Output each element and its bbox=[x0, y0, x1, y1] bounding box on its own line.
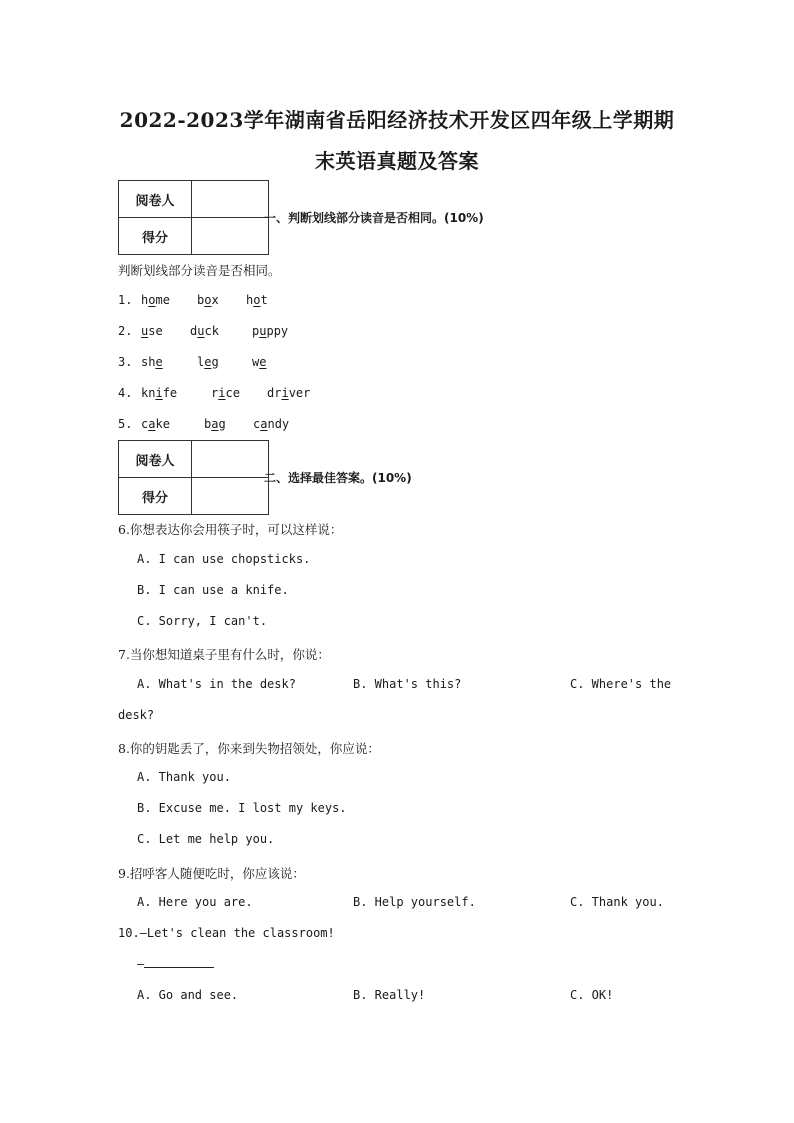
q7-option-c: C. Where's the bbox=[570, 677, 672, 691]
word-part: h bbox=[246, 293, 254, 307]
underlined-letter: o bbox=[148, 293, 156, 307]
word-part: c bbox=[253, 417, 261, 431]
item-word bbox=[252, 355, 266, 369]
section1-heading: 一、判断划线部分读音是否相同。(10%) bbox=[264, 211, 484, 225]
q8-option-b: B. Excuse me. I lost my keys. bbox=[137, 801, 347, 815]
q10-reply-dash: — bbox=[137, 957, 145, 971]
q7-option-b: B. What's this? bbox=[353, 677, 462, 691]
reviewer-cell[interactable] bbox=[192, 181, 269, 218]
underlined-letter: o bbox=[253, 293, 261, 307]
q6-option-a: A. I can use chopsticks. bbox=[137, 552, 311, 566]
underlined-letter: a bbox=[148, 417, 156, 431]
q6-option-b: B. I can use a knife. bbox=[137, 583, 289, 597]
underlined-letter: o bbox=[204, 293, 212, 307]
word-part: sh bbox=[141, 355, 156, 369]
item-word bbox=[141, 293, 170, 307]
word-part: r bbox=[211, 386, 219, 400]
word-part: ppy bbox=[266, 324, 289, 338]
word-part: b bbox=[204, 417, 212, 431]
q9-option-b: B. Help yourself. bbox=[353, 895, 476, 909]
underlined-letter: i bbox=[218, 386, 226, 400]
word-part: h bbox=[141, 293, 149, 307]
q9-option-a: A. Here you are. bbox=[137, 895, 253, 909]
score-box-2 bbox=[118, 440, 269, 515]
q8-stem: 8.你的钥匙丢了，你来到失物招领处，你应说： bbox=[118, 741, 380, 756]
item-number: 1. bbox=[118, 293, 133, 307]
score-label: 得分 bbox=[119, 478, 192, 515]
section2-heading: 二、选择最佳答案。(10%) bbox=[264, 471, 412, 485]
item-number: 2. bbox=[118, 324, 133, 338]
word-part: dr bbox=[267, 386, 282, 400]
underlined-letter: i bbox=[155, 386, 163, 400]
underlined-letter: i bbox=[281, 386, 289, 400]
word-part: l bbox=[197, 355, 205, 369]
score-cell[interactable] bbox=[192, 218, 269, 255]
q10-stem: 10.—Let's clean the classroom! bbox=[118, 926, 335, 940]
underlined-letter: a bbox=[211, 417, 219, 431]
q9-stem: 9.招呼客人随便吃时，你应该说： bbox=[118, 866, 305, 881]
item-word bbox=[197, 293, 219, 307]
word-part: t bbox=[260, 293, 268, 307]
item-word bbox=[141, 355, 163, 369]
item-word bbox=[211, 386, 240, 400]
q10-option-b: B. Really! bbox=[353, 988, 426, 1002]
word-part: fe bbox=[162, 386, 178, 400]
word-part: ck bbox=[204, 324, 219, 338]
q7-option-c-cont: desk? bbox=[118, 708, 155, 722]
word-part: se bbox=[148, 324, 163, 338]
word-part: ce bbox=[225, 386, 240, 400]
q6-stem: 6.你想表达你会用筷子时，可以这样说： bbox=[118, 522, 343, 537]
item-word bbox=[252, 324, 288, 338]
item-word bbox=[141, 324, 163, 338]
score-label: 得分 bbox=[119, 218, 192, 255]
underlined-letter: u bbox=[141, 324, 149, 338]
item-number: 5. bbox=[118, 417, 133, 431]
word-part: w bbox=[252, 355, 260, 369]
word-part: me bbox=[155, 293, 170, 307]
word-part: x bbox=[211, 293, 219, 307]
q10-option-a: A. Go and see. bbox=[137, 988, 239, 1002]
word-part: p bbox=[252, 324, 260, 338]
reviewer-cell[interactable] bbox=[192, 441, 269, 478]
q8-option-c: C. Let me help you. bbox=[137, 832, 275, 846]
q9-option-c: C. Thank you. bbox=[570, 895, 664, 909]
q10-answer-blank[interactable] bbox=[144, 957, 214, 968]
underlined-letter: u bbox=[259, 324, 267, 338]
item-word bbox=[190, 324, 219, 338]
score-cell[interactable] bbox=[192, 478, 269, 515]
word-part: g bbox=[211, 355, 219, 369]
q8-option-a: A. Thank you. bbox=[137, 770, 231, 784]
q7-stem: 7.当你想知道桌子里有什么时，你说： bbox=[118, 647, 330, 662]
item-word bbox=[141, 417, 170, 431]
item-word bbox=[141, 386, 177, 400]
word-part: b bbox=[197, 293, 205, 307]
item-number: 4. bbox=[118, 386, 133, 400]
word-part: ndy bbox=[267, 417, 290, 431]
underlined-letter: a bbox=[260, 417, 268, 431]
word-part: c bbox=[141, 417, 149, 431]
item-number: 3. bbox=[118, 355, 133, 369]
item-word bbox=[197, 355, 219, 369]
word-part: kn bbox=[141, 386, 156, 400]
q6-option-c: C. Sorry, I can't. bbox=[137, 614, 268, 628]
underlined-letter: u bbox=[197, 324, 205, 338]
underlined-letter: e bbox=[204, 355, 212, 369]
word-part: d bbox=[190, 324, 198, 338]
reviewer-label: 阅卷人 bbox=[119, 441, 192, 478]
word-part: g bbox=[218, 417, 226, 431]
score-box-1 bbox=[118, 180, 269, 255]
q10-option-c: C. OK! bbox=[570, 988, 614, 1002]
item-word bbox=[267, 386, 310, 400]
underlined-letter: e bbox=[155, 355, 163, 369]
item-word bbox=[204, 417, 226, 431]
item-word bbox=[246, 293, 268, 307]
word-part: ver bbox=[288, 386, 311, 400]
q10-reply bbox=[137, 957, 214, 971]
section1-instruction: 判断划线部分读音是否相同。 bbox=[118, 263, 281, 278]
q7-option-a: A. What's in the desk? bbox=[137, 677, 296, 691]
reviewer-label: 阅卷人 bbox=[119, 181, 192, 218]
item-word bbox=[253, 417, 289, 431]
page-title-line1: 2022-2023学年湖南省岳阳经济技术开发区四年级上学期期 bbox=[119, 108, 675, 132]
underlined-letter: e bbox=[259, 355, 267, 369]
word-part: ke bbox=[155, 417, 170, 431]
page-title-line2: 末英语真题及答案 bbox=[315, 149, 479, 173]
